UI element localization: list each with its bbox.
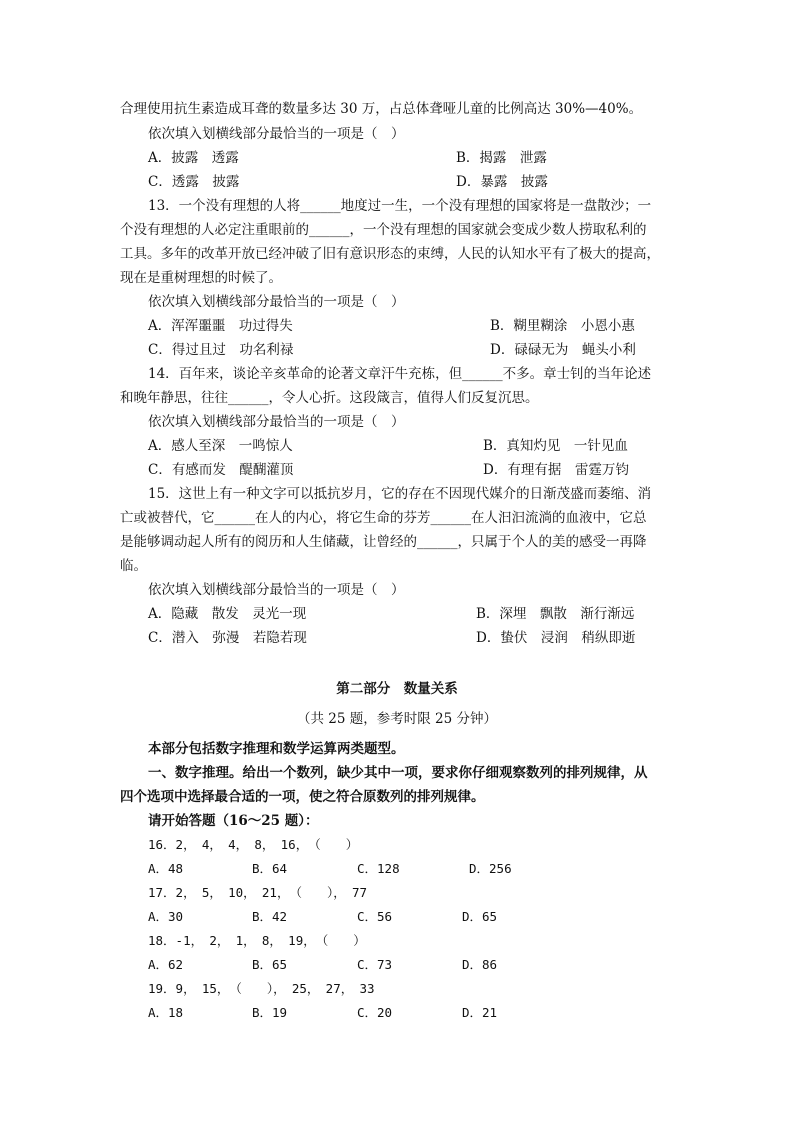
option-d: D．碌碌无为 蝇头小利 [490, 342, 636, 358]
question-14: 14．百年来，谈论辛亥革命的论著文章汗牛充栋，但______不多。章士钊的当年论述 [148, 366, 652, 382]
paragraph-line: 是能够调动起人所有的阅历和人生储藏，让曾经的______，只属于个人的美的感受一再降 [120, 534, 647, 550]
paragraph-line: 临。 [120, 558, 147, 574]
instruction-line: 一、数字推理。给出一个数列，缺少其中一项，要求你仔细观察数列的排列规律，从 [148, 765, 648, 781]
option-d: D．21 [462, 1005, 498, 1020]
option-b: B．真知灼见 一针见血 [483, 438, 628, 454]
question-16: 16．2， 4， 4， 8， 16， （ ） [148, 837, 359, 852]
question-prompt: 依次填入划横线部分最恰当的一项是（ ） [148, 582, 405, 598]
option-a: A．48 [148, 861, 184, 876]
question-prompt: 依次填入划横线部分最恰当的一项是（ ） [148, 414, 405, 430]
section-subtitle: （共 25 题，参考时限 25 分钟） [296, 711, 498, 727]
option-d: D．256 [469, 861, 512, 876]
question-prompt: 依次填入划横线部分最恰当的一项是（ ） [148, 126, 405, 142]
option-a: A．隐藏 散发 灵光一现 [148, 606, 307, 622]
option-c: C．得过且过 功名利禄 [148, 342, 294, 358]
option-d: D．65 [462, 909, 498, 924]
paragraph-line: 个没有理想的人必定注重眼前的______，一个没有理想的国家就会变成少数人捞取私利的 [120, 222, 647, 238]
start-instruction: 请开始答题（16～25 题）： [148, 813, 319, 829]
option-c: C．56 [357, 909, 393, 924]
section-title: 第二部分 数量关系 [336, 681, 458, 697]
option-b: B．64 [252, 861, 288, 876]
section-intro: 本部分包括数字推理和数学运算两类题型。 [148, 741, 405, 757]
option-a: A．浑浑噩噩 功过得失 [148, 318, 293, 334]
option-b: B．深埋 飘散 渐行渐远 [476, 606, 635, 622]
option-c: C．20 [357, 1005, 393, 1020]
option-d: D．86 [462, 957, 498, 972]
option-a: A．披露 透露 [148, 150, 239, 166]
option-d: D．蛰伏 浸润 稍纵即逝 [476, 630, 636, 646]
option-a: A．62 [148, 957, 184, 972]
option-b: B．揭露 泄露 [456, 150, 547, 166]
option-d: D．有理有据 雷霆万钧 [483, 462, 629, 478]
paragraph-line: 合理使用抗生素造成耳聋的数量多达 30 万，占总体聋哑儿童的比例高达 30%—40%。 [120, 101, 643, 117]
question-17: 17．2， 5， 10， 21， （ ）， 77 [148, 885, 368, 900]
option-a: A．30 [148, 909, 184, 924]
option-c: C．有感而发 醍醐灌顶 [148, 462, 294, 478]
paragraph-line: 工具。多年的改革开放已经冲破了旧有意识形态的束缚，人民的认知水平有了极大的提高， [120, 246, 660, 262]
option-a: A．18 [148, 1005, 184, 1020]
option-c: C．透露 披露 [148, 174, 240, 190]
question-15: 15．这世上有一种文字可以抵抗岁月，它的存在不因现代媒介的日渐茂盛而萎缩、消 [148, 486, 652, 502]
instruction-line: 四个选项中选择最合适的一项，使之符合原数列的排列规律。 [120, 789, 485, 805]
option-c: C．潜入 弥漫 若隐若现 [148, 630, 307, 646]
question-13: 13．一个没有理想的人将______地度过一生，一个没有理想的国家将是一盘散沙；一 [148, 198, 652, 214]
paragraph-line: 现在是重树理想的时候了。 [120, 270, 282, 286]
option-c: C．128 [357, 861, 400, 876]
option-a: A．感人至深 一鸣惊人 [148, 438, 293, 454]
option-b: B．19 [252, 1005, 288, 1020]
option-b: B．糊里糊涂 小恩小惠 [490, 318, 635, 334]
option-d: D．暴露 披露 [456, 174, 548, 190]
question-prompt: 依次填入划横线部分最恰当的一项是（ ） [148, 294, 405, 310]
question-18: 18．-1， 2， 1， 8， 19， （ ） [148, 933, 366, 948]
paragraph-line: 和晚年静思，往往______，令人心折。这段箴言，值得人们反复沉思。 [120, 390, 539, 406]
option-b: B．65 [252, 957, 288, 972]
paragraph-line: 亡或被替代，它______在人的内心，将它生命的芬芳______在人汩汩流淌的血液中，它总 [120, 510, 647, 526]
option-b: B．42 [252, 909, 288, 924]
option-c: C．73 [357, 957, 393, 972]
question-19: 19．9， 15， （ ）， 25， 27， 33 [148, 981, 375, 996]
